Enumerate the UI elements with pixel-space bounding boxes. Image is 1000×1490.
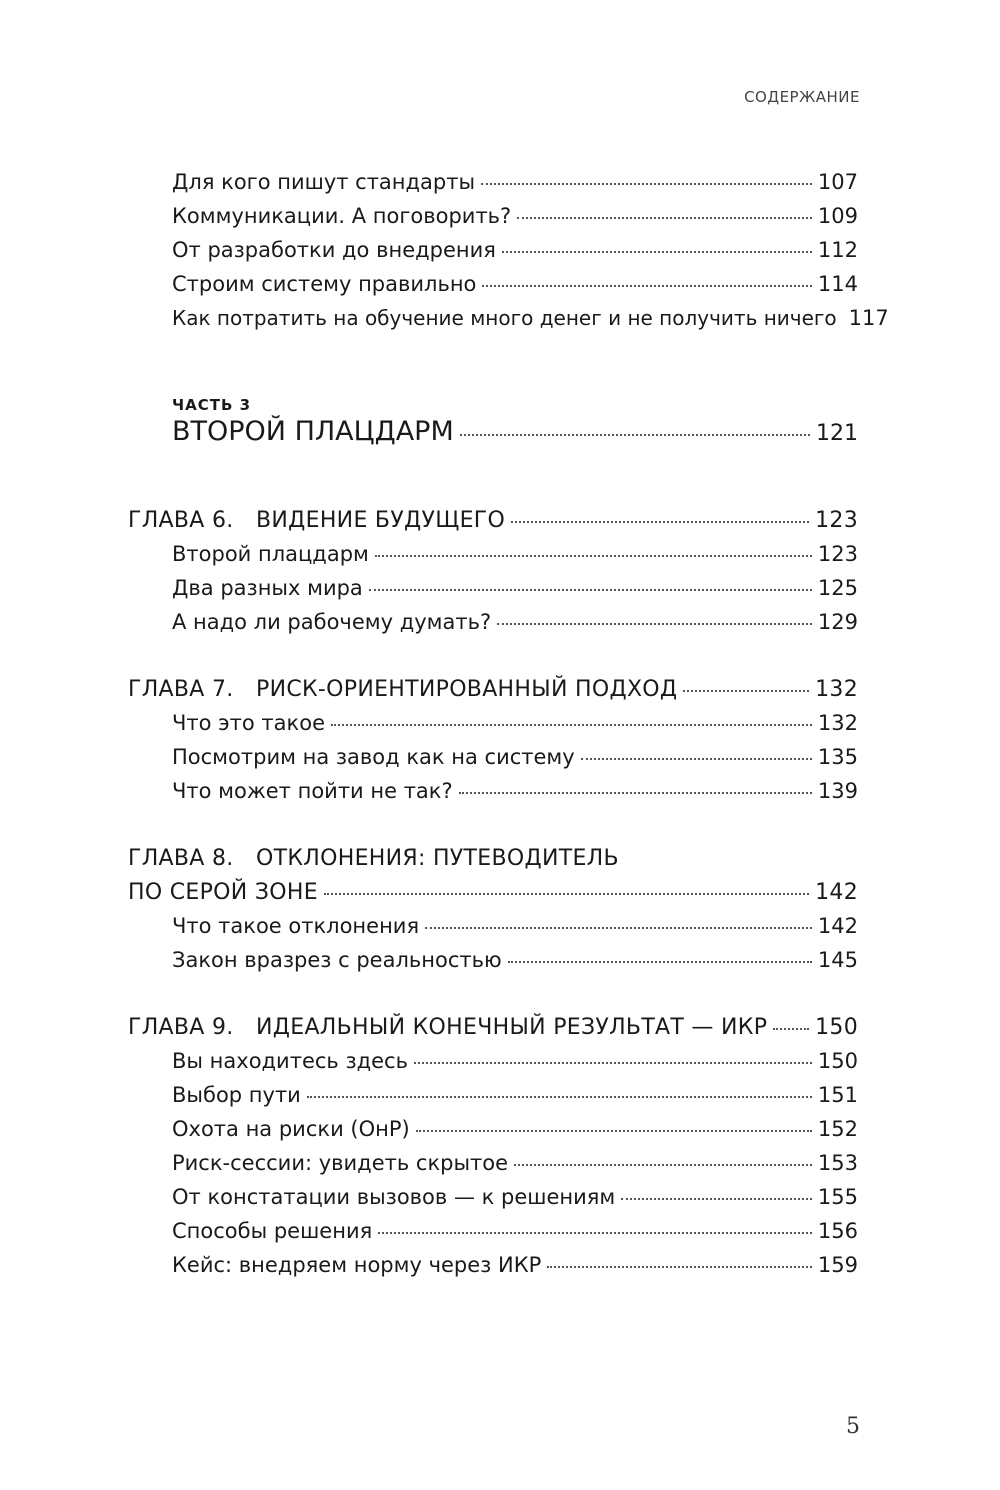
toc-entry-title: Как потратить на обучение много денег и не получить ничего [172,306,837,330]
chapter-entry[interactable] [128,1015,858,1040]
toc-entry-title: Способы решения [172,1219,373,1243]
toc-entry-page: 152 [817,1117,858,1141]
toc-entry-title: Вы находитесь здесь [172,1049,408,1073]
toc-entry[interactable] [172,238,858,262]
toc-entry-page: 125 [817,576,858,600]
chapter-title-continued: ПО СЕРОЙ ЗОНЕ [128,880,318,905]
toc-entry[interactable] [172,711,858,735]
toc-entry-title: Второй плацдарм [172,542,369,566]
dot-leader [331,724,812,726]
toc-entry[interactable] [172,272,858,296]
part-label: ЧАСТЬ 3 [172,396,252,414]
dot-leader [511,521,809,523]
toc-entry-page: 142 [817,914,858,938]
dot-leader [481,183,812,185]
toc-entry-title: А надо ли рабочему думать? [172,610,492,634]
toc-entry[interactable] [172,1253,858,1277]
dot-leader [773,1028,809,1030]
dot-leader [416,1130,812,1132]
chapter-page: 132 [815,677,858,702]
chapter-entry[interactable] [128,677,858,702]
part-title: ВТОРОЙ ПЛАЦДАРМ [172,416,454,447]
toc-entry-title: Кейс: внедряем норму через ИКР [172,1253,542,1277]
chapter-entry-first-line[interactable] [128,846,619,871]
dot-leader [414,1062,812,1064]
dot-leader [517,217,812,219]
chapter-page: 123 [815,508,858,533]
dot-leader [621,1198,812,1200]
toc-entry[interactable] [172,170,858,194]
dot-leader [497,623,812,625]
part-entry[interactable] [172,416,858,447]
part-page: 121 [816,421,858,446]
toc-entry-title: Риск-сессии: увидеть скрытое [172,1151,509,1175]
toc-entry-page: 129 [817,610,858,634]
toc-entry-page: 139 [817,779,858,803]
chapter-title: ИДЕАЛЬНЫЙ КОНЕЧНЫЙ РЕЗУЛЬТАТ — ИКР [256,1015,768,1040]
toc-entry[interactable] [172,1219,858,1243]
toc-entry[interactable] [172,948,858,972]
toc-entry[interactable] [172,542,858,566]
toc-entry-title: Строим систему правильно [172,272,477,296]
running-head: СОДЕРЖАНИЕ [744,88,860,106]
toc-entry-page: 145 [817,948,858,972]
toc-entry-page: 151 [817,1083,858,1107]
chapter-label: ГЛАВА 6. [128,508,234,533]
toc-entry[interactable] [172,204,858,228]
toc-entry-title: Для кого пишут стандарты [172,170,476,194]
toc-entry[interactable] [172,745,858,769]
toc-entry-page: 117 [848,306,889,330]
chapter-title: РИСК-ОРИЕНТИРОВАННЫЙ ПОДХОД [256,677,678,702]
chapter-page: 142 [815,880,858,905]
toc-entry-title: Выбор пути [172,1083,301,1107]
toc-entry[interactable] [172,779,858,803]
toc-entry[interactable] [172,1185,858,1209]
dot-leader [683,690,809,692]
dot-leader [460,434,810,436]
dot-leader [425,927,812,929]
chapter-page: 150 [815,1015,858,1040]
chapter-entry[interactable] [128,880,858,905]
toc-entry[interactable] [172,1083,858,1107]
chapter-title: ВИДЕНИЕ БУДУЩЕГО [256,508,506,533]
toc-entry-page: 159 [817,1253,858,1277]
chapter-title: ОТКЛОНЕНИЯ: ПУТЕВОДИТЕЛЬ [256,846,619,871]
dot-leader [307,1096,812,1098]
toc-entry-title: От разработки до внедрения [172,238,496,262]
toc-entry-page: 123 [817,542,858,566]
dot-leader [369,589,812,591]
toc-entry[interactable] [172,1151,858,1175]
chapter-label: ГЛАВА 8. [128,846,234,871]
page-number: 5 [846,1414,860,1439]
toc-entry[interactable] [172,1117,858,1141]
toc-entry-title: Два разных мира [172,576,363,600]
toc-entry-title: Что может пойти не так? [172,779,453,803]
toc-entry-title: Охота на риски (ОнР) [172,1117,410,1141]
toc-entry[interactable] [172,914,858,938]
toc-entry-page: 150 [817,1049,858,1073]
toc-entry-page: 155 [817,1185,858,1209]
toc-entry-page: 153 [817,1151,858,1175]
dot-leader [459,792,812,794]
toc-entry-title: Коммуникации. А поговорить? [172,204,512,228]
toc-entry-page: 132 [817,711,858,735]
toc-entry-page: 107 [817,170,858,194]
toc-entry[interactable] [172,610,858,634]
toc-entry-title: От констатации вызовов — к решениям [172,1185,616,1209]
dot-leader [547,1266,812,1268]
chapter-entry[interactable] [128,508,858,533]
toc-entry-page: 112 [817,238,858,262]
toc-entry-page: 135 [817,745,858,769]
dot-leader [482,285,811,287]
toc-entry-page: 156 [817,1219,858,1243]
chapter-label: ГЛАВА 7. [128,677,234,702]
dot-leader [502,251,812,253]
toc-entry-title: Что такое отклонения [172,914,420,938]
toc-entry-page: 114 [817,272,858,296]
toc-entry[interactable] [172,306,889,330]
chapter-label: ГЛАВА 9. [128,1015,234,1040]
toc-entry[interactable] [172,576,858,600]
toc-entry-title: Что это такое [172,711,325,735]
toc-entry[interactable] [172,1049,858,1073]
toc-entry-title: Закон вразрез с реальностью [172,948,502,972]
dot-leader [581,758,812,760]
toc-entry-page: 109 [817,204,858,228]
dot-leader [375,555,812,557]
dot-leader [514,1164,812,1166]
toc-entry-title: Посмотрим на завод как на систему [172,745,575,769]
dot-leader [508,961,812,963]
dot-leader [324,893,809,895]
dot-leader [378,1232,812,1234]
